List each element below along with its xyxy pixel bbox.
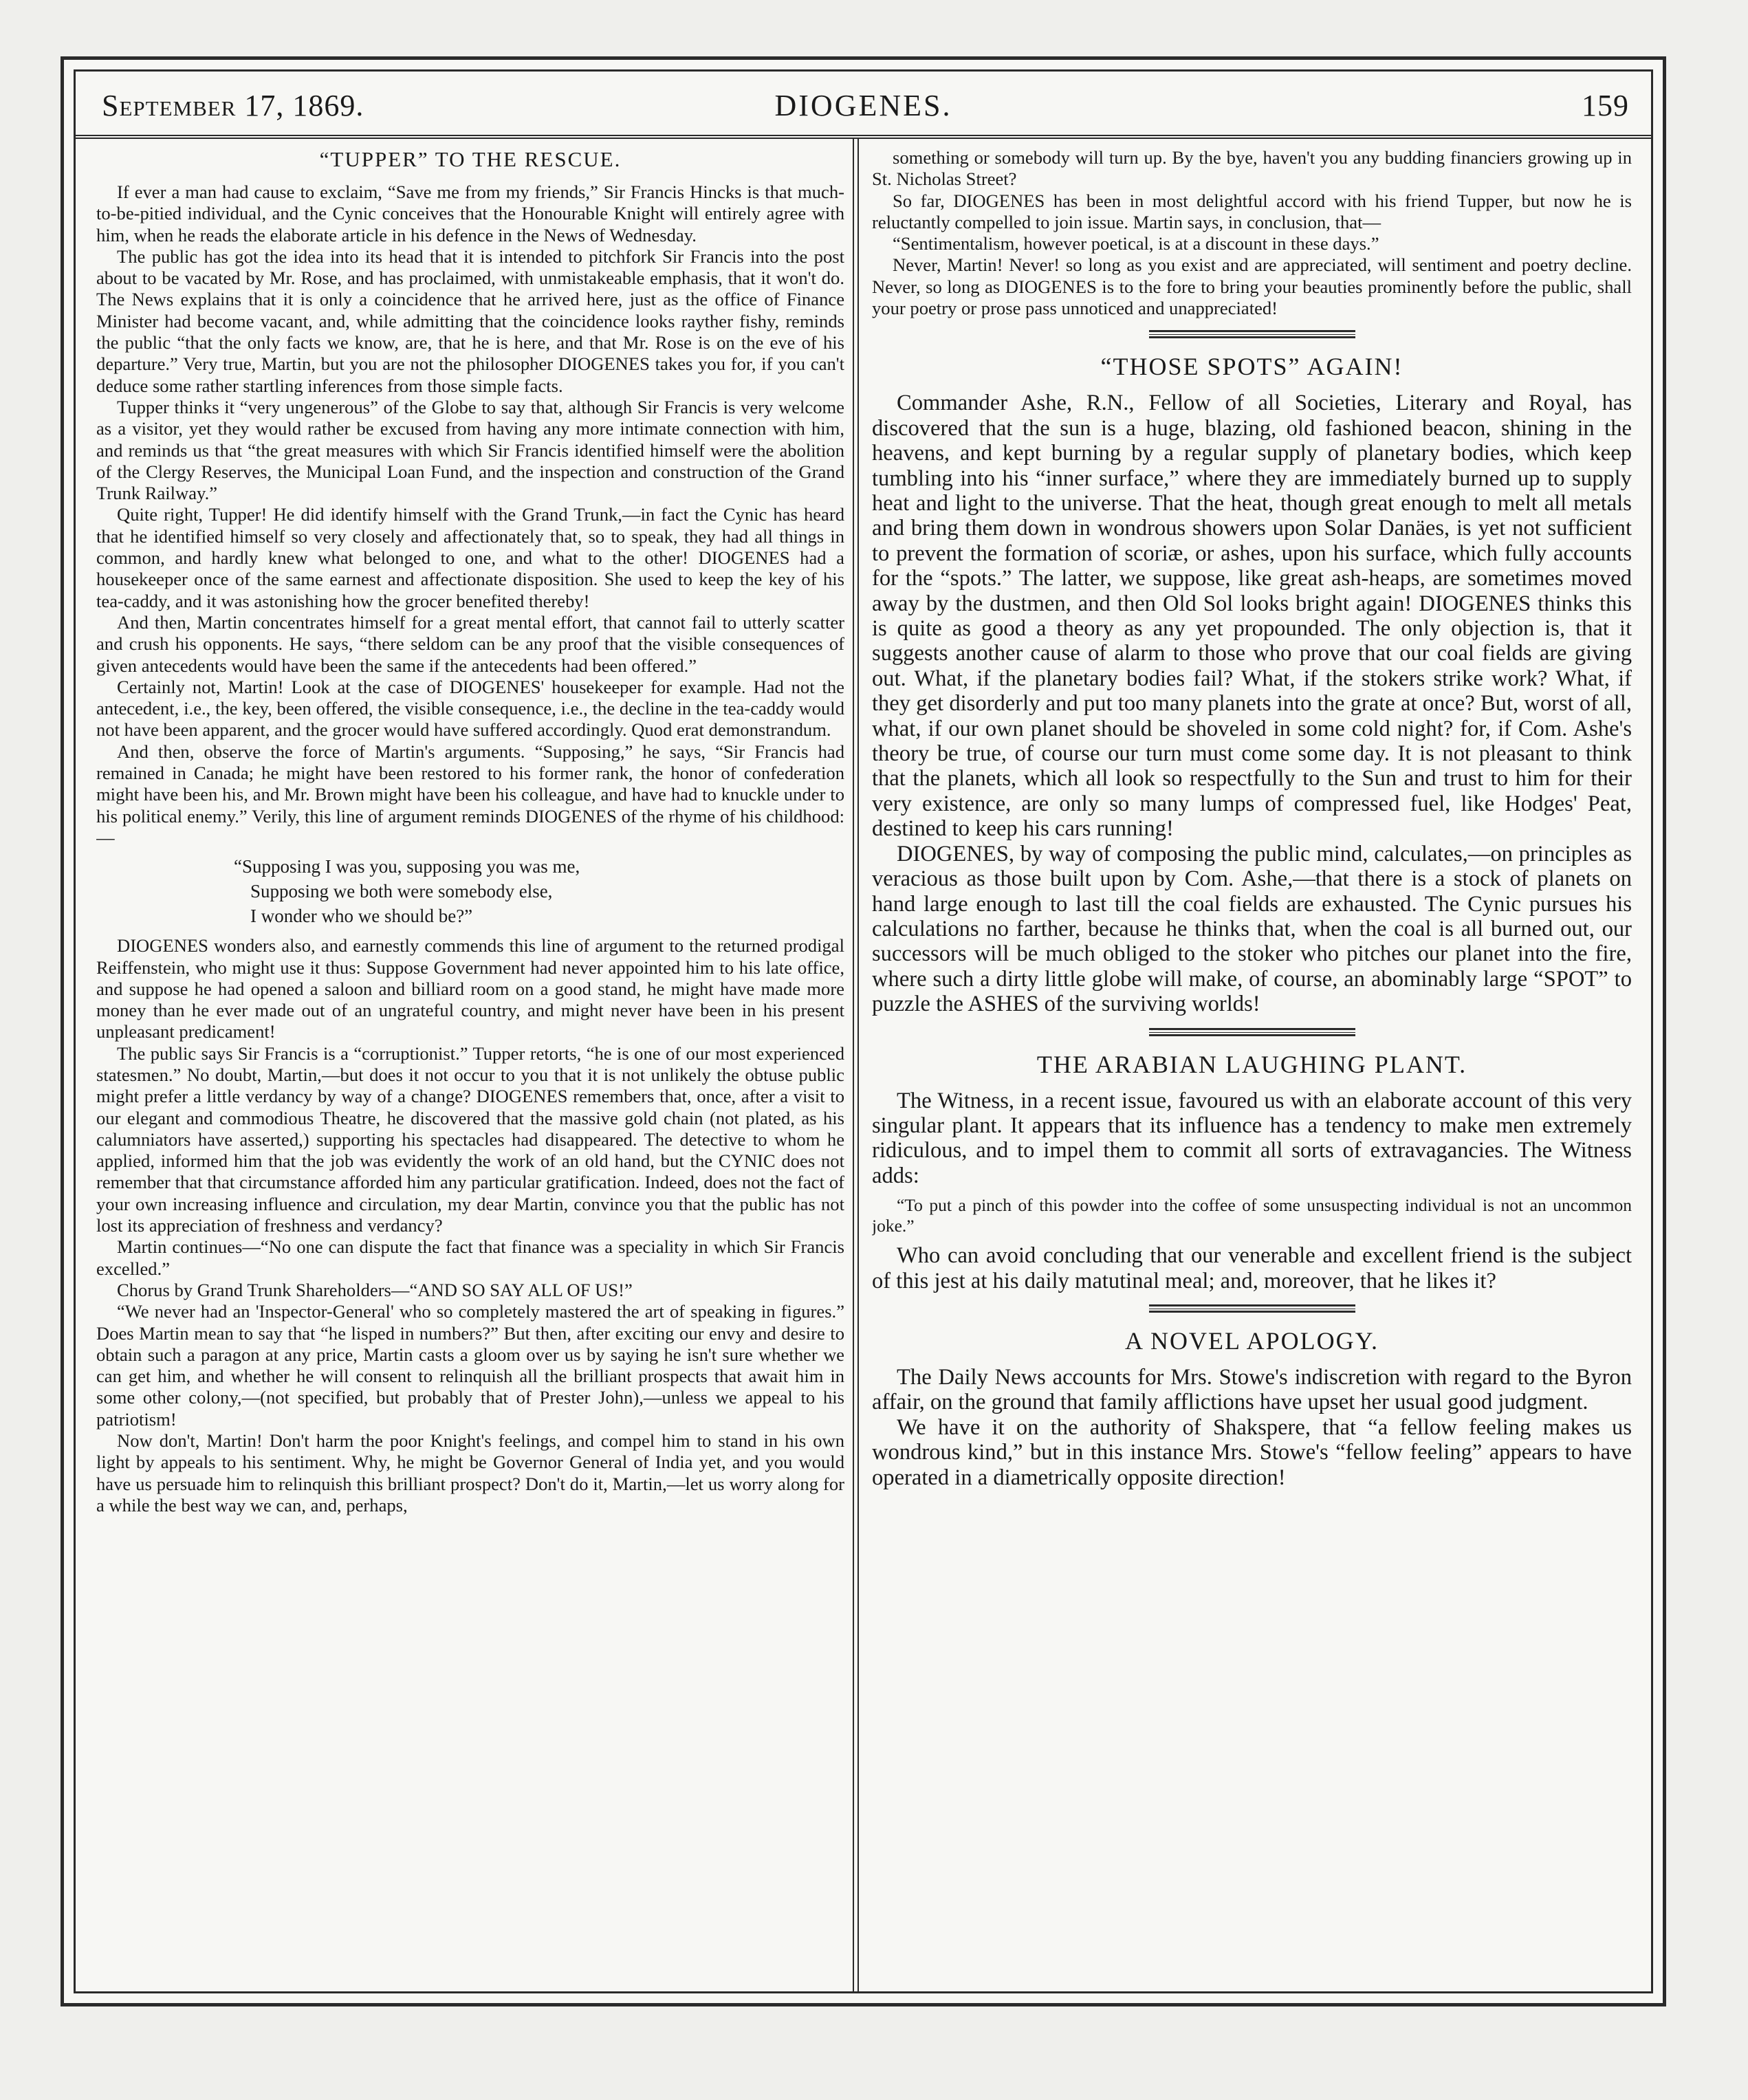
column-divider [853,138,859,1991]
section-separator [872,1304,1632,1313]
paragraph: “Sentimentalism, however poetical, is at a discount in these days.” [893,233,1379,254]
paragraph: Who can avoid concluding that our venerable and excellent friend is the subject of this jest at his daily matutinal meal; and, moreover, that he likes it? [872,1243,1632,1293]
tupper-continuation [872,147,1632,319]
newspaper-page [61,56,1666,2006]
paragraph: The Daily News accounts for Mrs. Stowe's indiscretion with regard to the Byron affair, on the ground that family afflictions have upset her usual good judgment. [872,1364,1632,1415]
paragraph: The public has got the idea into its head that it is intended to pitchfork Sir Francis into the post about to be vacated by Mr. Rose, and has proclaimed, with unmistakeable emphasis, that it won't do. The News explains that it is only a coincidence that he arrived here, just as the office of Finance Minister had become vacant, and, while admitting that the coincidence looks rayther fishy, reminds the public “that the only facts we know, are, that he is here, and that Mr. Rose is on the eve of his departure.” Very true, Martin, but you are not the philosopher DIOGENES takes you for, if you can't deduce some rather startling inferences from those simple facts. [96,245,844,396]
paragraph: The Witness, in a recent issue, favoured us with an elaborate account of this very singular plant. It appears that its influence has a tendency to make men extremely ridiculous, and to impel them to commit all sorts of extravagancies. The Witness adds: [872,1088,1632,1188]
page-header [76,72,1651,139]
paragraph: “We never had an 'Inspector-General' who so completely mastered the art of speaking in figures.” Does Martin mean to say that “he lisped in numbers?” But then, after exciting our envy and desire to obtain such a paragon at any price, Martin casts a gloom over us by saying he isn't sure whether we can get him, and whether he will consent to relinquish all the brilliant prospects that await him in some other colony,—(not specified, but probably that of Prester John),—unless we appeal to his patriotism! [96,1301,844,1430]
paragraph: Chorus by Grand Trunk Shareholders—“AND SO SAY ALL OF US!” [117,1279,633,1300]
article-title-laughing-plant: THE ARABIAN LAUGHING PLANT. [1036,1050,1467,1078]
paragraph: DIOGENES, by way of composing the public mind, calculates,—on principles as veracious as those built upon by Com. Ashe,—that there is a stock of planets on hand large enough to last till the coal fields are exhausted. The Cynic pursues his calculations no farther, because he thinks that, when the coal is all burned out, our successors will be much obliged to the stoker who pitches our planet into the fire, where such a dirty little globe will make, of course, an abominably large “SPOT” to puzzle the ASHES of the surviving worlds! [872,841,1632,1017]
masthead-title: DIOGENES. [774,89,952,122]
article-title-spots: “THOSE SPOTS” AGAIN! [1100,353,1403,381]
rhyme-verse [234,854,844,928]
paragraph: The public says Sir Francis is a “corruptionist.” Tupper retorts, “he is one of our most experienced statesmen.” No doubt, Martin,—but does it not occur to you that it is not unlikely the obtuse public might prefer a little verdancy by way of a change? DIOGENES remembers that, once, after a visit to our elegant and commodious Theatre, he discovered that the massive gold chain (not plated, as his calumniators have asserted,) supporting his spectacles had disappeared. The detective to whom he applied, informed him that the job was evidently the work of an old hand, but the CYNIC does not remember that that circumstance afforded him any particular gratification. Indeed, does not the fact of your own increasing influence and circulation, my dear Martin, convince you that the public has not lost its appreciation of freshness and verdancy? [96,1042,844,1236]
article-those-spots [872,352,1632,1016]
article-novel-apology [872,1326,1632,1490]
verse-line: I wonder who we should be?” [250,906,473,927]
article-title-novel-apology: A NOVEL APOLOGY. [1124,1326,1379,1355]
section-separator [872,330,1632,338]
paragraph: Certainly not, Martin! Look at the case of DIOGENES' housekeeper for example. Had not the antecedent, i.e., the key, been offered, the visible consequence, i.e., the decline in the tea-caddy would not have been apparent, and the grocer would have suffered accordingly. Quod erat demonstrandum. [96,676,844,741]
left-column [96,147,844,1984]
article-laughing-plant [872,1050,1632,1293]
paragraph: And then, observe the force of Martin's arguments. “Supposing,” he says, “Sir Francis had remained in Canada; he might have been restored to his former rank, the honor of confederation might have been his, and Mr. Brown might have been his colleague, and have had to knuckle under to his political enemy.” Verily, this line of argument reminds DIOGENES of the rhyme of his childhood:— [96,741,844,848]
page-number: 159 [1582,89,1629,122]
issue-date: September 17, 1869. [102,89,364,122]
paragraph: Now don't, Martin! Don't harm the poor Knight's feelings, and compel him to stand in his own light by appeals to his sentiment. Why, he might be Governor General of India yet, and you would have us persuade him to relinquish this brilliant prospect? Don't do it, Martin,—let us worry along for a while the best way we can, and, perhaps, [96,1430,844,1516]
article-title-tupper: “TUPPER” TO THE RESCUE. [319,147,622,171]
section-separator [872,1028,1632,1036]
right-column [872,147,1632,1984]
paragraph: Quite right, Tupper! He did identify himself with the Grand Trunk,—in fact the Cynic has heard that he identified himself so very closely and affectionately that, so to speak, they had all things in common, and hardly knew what belonged to one, and what to the other! DIOGENES had a housekeeper once of the same earnest and affectionate disposition. She used to keep the key of his tea-caddy, and it was astonishing how the grocer benefited thereby! [96,504,844,611]
paragraph: something or somebody will turn up. By the bye, haven't you any budding financiers growing up in St. Nicholas Street? [872,147,1632,190]
verse-line: Supposing we both were somebody else, [250,881,553,902]
paragraph: And then, Martin concentrates himself for a great mental effort, that cannot fail to utterly scatter and crush his opponents. He says, “there seldom can be any proof that the visible consequences of given antecedents would have been the same if the antecedents had been offered.” [96,611,844,676]
paragraph: So far, DIOGENES has been in most delightful accord with his friend Tupper, but now he is reluctantly compelled to join issue. Martin says, in conclusion, that— [872,190,1632,232]
paragraph: Never, Martin! Never! so long as you exist and are appreciated, will sentiment and poetry decline. Never, so long as DIOGENES is to the fore to bring your beauties prominently before the public, shall your poetry or prose pass unnoticed and unappreciated! [872,254,1632,319]
paragraph: We have it on the authority of Shakspere, that “a fellow feeling makes us wondrous kind,” but in this instance Mrs. Stowe's “fellow feeling” appears to have operated in a diametrically opposite direction! [872,1414,1632,1490]
page-frame [74,69,1653,1993]
paragraph: Martin continues—“No one can dispute the fact that finance was a speciality in which Sir Francis excelled.” [96,1236,844,1279]
paragraph: DIOGENES wonders also, and earnestly commends this line of argument to the returned prodigal Reiffenstein, who might use it thus: Suppose Government had never appointed him to his late office, and suppose he had opened a saloon and billiard room on a good stand, he might have made more money than he ever made out of an ungrateful country, and might never have been in his present unpleasant predicament! [96,935,844,1042]
paragraph: Tupper thinks it “very ungenerous” of the Globe to say that, although Sir Francis is very welcome as a visitor, yet they would rather be excused from having any more intimate connection with him, and reminds us that “the great measures with which Sir Francis identified himself were the abolition of the Clergy Reserves, the Municipal Loan Fund, and the inspection and construction of the Grand Trunk Railway.” [96,396,844,504]
paragraph: Commander Ashe, R.N., Fellow of all Societies, Literary and Royal, has discovered that the sun is a huge, blazing, old fashioned beacon, shining in the heavens, and kept burning by a regular supply of planetary bodies, which keep tumbling into his “inner surface,” where they are immediately burned up to supply heat and light to the universe. That the heat, though great enough to melt all metals and bring them down in wondrous showers upon Solar Danäes, is yet not sufficient to prevent the formation of scoriæ, or ashes, upon his surface, which fully accounts for the “spots.” The latter, we suppose, like great ash-heaps, are sometimes moved away by the dustmen, and then Old Sol looks bright again! DIOGENES thinks this is quite as good a theory as any yet propounded. The only objection is, that it suggests another cause of alarm to those who prove that our coal fields are giving out. What, if the planetary bodies fail? What, if the stokers strike work? What, if they get disorderly and put too many planets into the grate at once? But, worst of all, what, if our own planet should be shoveled in some cold night? for, if Com. Ashe's theory be true, of course our turn must come some day. It is not pleasant to think that the planets, which all look so respectfully to the Sun and trust to him for their very existence, are only so many lumps of compressed fuel, like Hodges' Peat, destined to keep his cars running! [872,391,1632,842]
paragraph: If ever a man had cause to exclaim, “Save me from my friends,” Sir Francis Hincks is that much-to-be-pitied individual, and the Cynic conceives that the Honourable Knight will entirely agree with him, when he reads the elaborate article in his defence in the News of Wednesday. [96,182,844,245]
quoted-text: “To put a pinch of this powder into the coffee of some unsuspecting individual is not an uncommon joke.” [872,1195,1632,1236]
verse-line: “Supposing I was you, supposing you was me, [234,856,580,877]
